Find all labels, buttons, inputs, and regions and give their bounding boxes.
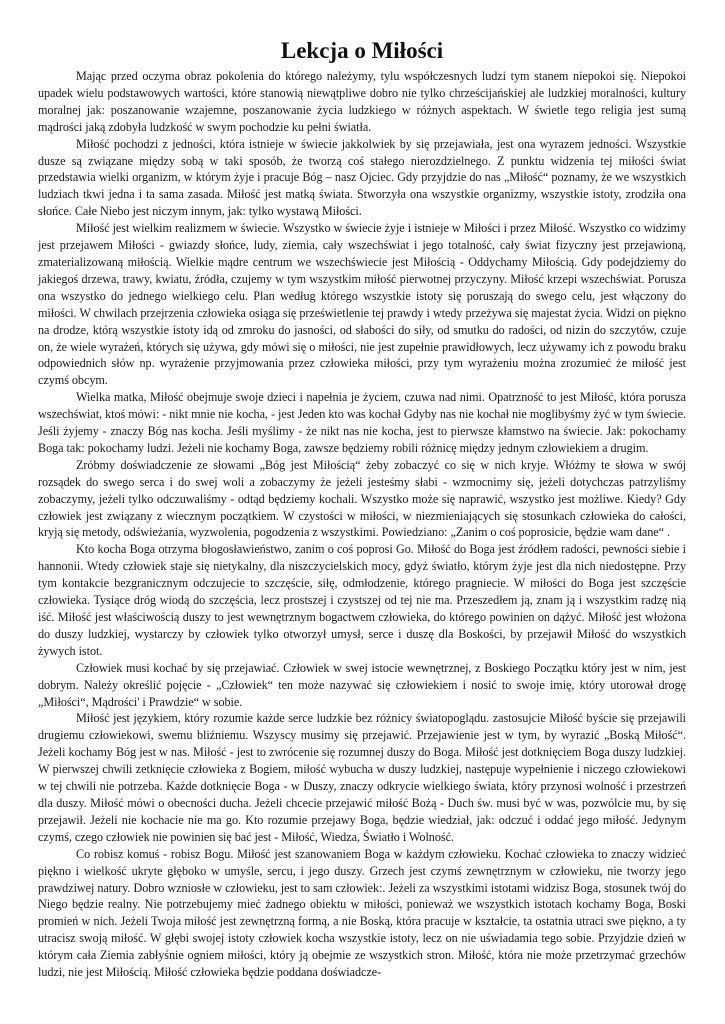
document-body bbox=[38, 68, 686, 981]
document-title: Lekcja o Miłości bbox=[280, 38, 444, 63]
paragraph-9: Co robisz komuś - robisz Bogu. Miłość jest szanowaniem Boga w każdym człowieku. Kochać człowieka to znaczy widzieć piękno i wielkość ukryte głęboko w umyśle, sercu, i jego duszy. Grzech jest czymś zewnętrznym w człowieku, nie tworzy jego prawdziwej natury. Dobro wzniosłe w człowieku, jest to sam człowiek:. Jeżeli za wszystkimi istotami widzisz Boga, stosunek twój do Niego będzie realny. Nie potrzebujemy mieć żadnego obiektu w miłości, ponieważ we wszystkich istotach kochamy Boga, Boski promień w nich. Jeżeli Twoja miłość jest zewnętrzną formą, a nie Boską, która pracuje w kształcie, ta ostatnia utraci swe piękno, a ty utracisz swoją miłość. W głębi swojej istoty człowiek kocha wszystkie istoty, lecz on nie uświadamia tego sobie. Przyjdzie dzień w którym cała Ziemia zabłyśnie ogniem miłości, który ją obejmie ze wszystkich stron. Miłość, która nie może przetrzymać grzechów ludzi, nie jest Miłością. Miłość człowieka będzie poddana doświadcze- bbox=[38, 846, 686, 980]
paragraph-1: Mając przed oczyma obraz pokolenia do którego należymy, tylu współczesnych ludzi tym stanem niepokoi się. Niepokoi upadek wielu podstawowych wartości, które stanowią niewątpliwe dobro nie tylko chrześcijańskiej ale ludzkiej moralności, kultury moralnej jak: poszanowanie wzajemne, poszanowanie życia ludzkiego w różnych aspektach. W świetle tego religia jest sumą mądrości jaką zdobyła ludzkość w swym pochodzie ku pełni światła. bbox=[38, 69, 686, 134]
paragraph-6: Kto kocha Boga otrzyma błogosławieństwo, zanim o coś poprosi Go. Miłość do Boga jest źródłem radości, pewności siebie i hannonii. Wtedy człowiek staje się nietykalny, dla niszczycielskich mocy, gdyż światło, którym żyje jest dla nich niedostępne. Przy tym kontakcie bezgranicznym odczujecie to szczęście, siłę, odmłodzenie, którego pragniecie. W miłości do Boga jest szczęście człowieka. Tysiące dróg wiodą do szczęścia, lecz prostszej i czystszej od tej nie ma. Przeszedłem ją, znam ją i wszystkim radzę nią iść. Miłość jest właściwością duszy to jest wewnętrznym bogactwem człowieka, do którego powinien on dążyć. Miłość jest włożona do duszy ludzkiej, wystarczy by człowiek tylko otworzył umysł, serce i duszę dla Boskości, by przejawił Miłość do wszystkich żywych istot. bbox=[38, 542, 686, 658]
paragraph-4: Wielka matka, Miłość obejmuje swoje dzieci i napełnia je życiem, czuwa nad nimi. Opatrzność to jest Miłość, która porusza wszechświat, ktoś mówi: - nikt mnie nie kocha, - jest Jeden kto was kochał Gdyby nas nie kochał nie moglibyśmy żyć w tym świecie. Jeśli żyjemy - znaczy Bóg nas kocha. Jeśli myślimy - że nikt nas nie kocha, jest to pierwsze kłamstwo na świecie. Jak: pokochamy Boga tak: pokochamy ludzi. Jeżeli nie kochamy Boga, zawsze będziemy robili różnicę między jednym człowiekiem a drugim. bbox=[38, 390, 686, 455]
paragraph-5: Zróbmy doświadczenie ze słowami „Bóg jest Miłością“ żeby zobaczyć co się w nich kryje. Włóżmy te słowa w swój rozsądek do swego serca i do swej woli a zobaczymy że jeżeli jesteśmy słabi - wzmocnimy się, jeżeli dotychczas patrzyliśmy zobaczymy, jeżeli tylko odczuwaliśmy - odtąd będziemy kochali. Wszystko może się naprawić, wszystko jest możliwe. Kiedy? Gdy człowiek jest związany z wiecznym początkiem. W czystości w miłości, w niezmieniających się stosunkach człowieka do całości, kryją się metody, odświeżania, wyzwolenia, pogodzenia z wszystkimi. Powiedziano: „Zanim o coś poprosicie, będzie wam dane“ . bbox=[38, 457, 686, 540]
paragraph-8: Miłość jest językiem, który rozumie każde serce ludzkie bez różnicy światopoglądu. zastosujcie Miłość byście się przejawili drugiemu człowiekowi, swemu bliźniemu. Wszyscy musimy się przejawić. Przejawienie jest w tym, by wyrazić „Boską Miłość“. Jeżeli kochamy Bóg jest w nas. Miłość - jest to zwrócenie się rozumnej duszy do Boga. Miłość jest dotknięciem Boga duszy ludzkiej. W pierwszej chwili zetknięcie człowieka z Bogiem, miłość wybucha w duszy ludzkiej, następuje wypełnienie i niczego człowiekowi w tej chwili nie potrzeba. Każde dotknięcie Boga - w Duszy, znaczy odkrycie wielkiego świata, który przynosi wolność i przestrzeń dla duszy. Miłość mówi o obecności ducha. Jeżeli chcecie przejawić miłość Bożą - Duch św. musi być w was, pozwólcie mu, by się przejawił. Jeżeli nie kochacie nie ma go. Kto rozumie przejawy Boga, będzie wiedział, jak: odczuć i oddać jego miłość. Jedynym czymś, czego człowiek nie powinien się bać jest - Miłość, Wiedza, Światło i Wolność. bbox=[38, 711, 686, 844]
paragraph-7: Człowiek musi kochać by się przejawiać. Człowiek w swej istocie wewnętrznej, z Boskiego Początku który jest w nim, jest dobrym. Należy określić pojęcie - „Człowiek“ ten może nazywać się człowiekiem i nosić to swoje imię, który utorował drogę „Miłości“, Mądrości' i Prawdzie“ w sobie. bbox=[38, 660, 686, 709]
paragraph-2: Miłość pochodzi z jedności, która istnieje w świecie jakkolwiek by się przejawiała, jest ona wyrazem jedności. Wszystkie dusze są związane między sobą w taki sposób, że tworzą coś stałego nierozdzielnego. Z punktu widzenia tej miłości świat przedstawia wielki organizm, w którym żyje i pracuje Bóg – nasz Ojciec. Gdy przyjdzie do nas „Miłość“ poznamy, że we wszystkich ludziach tkwi jedna i ta sama zasada. Miłość jest matką świata. Stworzyła ona wszystkie organizmy, wszystkie istoty, zrodziła ona słońce. Całe Niebo jest niczym innym, jak: tylko wystawą Miłości. bbox=[38, 136, 686, 219]
paragraph-3: Miłość jest wielkim realizmem w świecie. Wszystko w świecie żyje i istnieje w Miłości i przez Miłość. Wszystko co widzimy jest przejawem Miłości - gwiazdy słońce, ludy, ziemia, cały wszechświat i jego totalność, cały świat fizyczny jest przejawioną, zmaterializowaną miłością. Wielkie mądre centrum we wszechświecie jest Miłością - Oddychamy Miłością. Gdy podejdziemy do jakiegoś drzewa, trawy, kwiatu, źródła, czujemy w tym wszystkim miłość pierwotnej przyczyny. Miłość krzepi wszechświat. Porusza ona wszystko do jednego wielkiego celu. Plan według którego wszystkie istoty się poruszają do swego celu, jest włączony do miłości. W chwilach przejrzenia człowieka osiąga się prześwietlenie tej prawdy i wtedy przeżywa się majestat życia. Widzi on piękno na drodze, którą wszystkie istoty idą od zmroku do jasności, od słabości do siły, od smutku do radości, od nizin do szczytów, czuje on, że wiele wyrażeń, których się używa, gdy mówi się o miłości, nie jest zupełnie prawidłowych, lecz używamy ich z powodu braku odpowiednich słów np. wyrażenie przyjmowania przez człowieka miłości, przy tym wyrażeniu można zrozumieć że miłość jest czymś obcym. bbox=[38, 221, 686, 388]
